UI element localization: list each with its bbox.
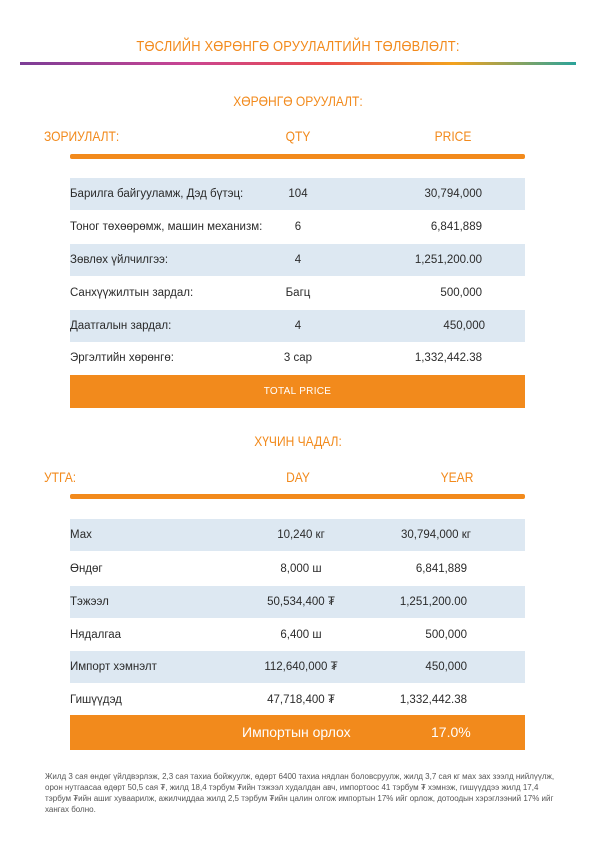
table-row xyxy=(70,586,525,618)
row-day: 10,240 кг xyxy=(277,529,325,541)
row-label: Импорт хэмнэлт xyxy=(70,661,157,673)
investment-section-title: ХӨРӨНГӨ ОРУУЛАЛТ: xyxy=(233,93,363,109)
table-row xyxy=(70,178,525,210)
table-row xyxy=(70,553,525,585)
footnote: Жилд 3 сая өндөг үйлдвэрлэж, 2,3 сая тахиа бойжуулж, өдөрт 6400 тахиа нядлан боловсруулж, жилд 3,7 сая кг мах зах зээлд нийлүүлж, орон нутгаасаа өдөрт 50,5 сая ₮, жилд 18,4 тэрбум ₮ийн тэжээл худалдан авч, импортоос 41 тэрбум ₮ хэмнэж, гишүүддээ жилд 17,4 тэрбум ₮ийн ашиг хуваарилж, ажилчиддаа жилд 2,5 тэрбум ₮ийн цалин олгож импортын 17% ийг орлож, дотоодын хэрэглээний 17% ийг хангах болно. xyxy=(45,772,555,814)
row-label: Мах xyxy=(70,529,92,541)
row-qty: 6 xyxy=(294,221,302,233)
table-row xyxy=(70,244,525,276)
row-day: 50,534,400 ₮ xyxy=(267,596,335,608)
header-rule xyxy=(70,154,525,159)
row-price: 1,332,442.38 xyxy=(414,352,482,364)
row-label: Зөвлөх үйлчилгээ: xyxy=(70,254,169,266)
row-label: Өндөг xyxy=(70,563,103,575)
total-price-bar xyxy=(70,375,525,408)
import-income-label: Импортын орлох xyxy=(242,724,351,740)
row-day: 47,718,400 ₮ xyxy=(267,694,335,706)
row-price: 450,000 xyxy=(443,320,485,332)
row-label: Барилга байгууламж, Дэд бүтэц: xyxy=(70,188,244,200)
row-label: Нядалгаа xyxy=(70,629,122,641)
header-rule xyxy=(70,494,525,499)
total-price-label: TOTAL PRICE xyxy=(263,386,332,397)
import-income-bar xyxy=(70,715,525,750)
row-qty: 4 xyxy=(294,254,302,266)
row-label: Даатгалын зардал: xyxy=(70,320,172,332)
table-row xyxy=(70,310,525,342)
row-year: 500,000 xyxy=(425,629,467,641)
row-day: 6,400 ш xyxy=(280,629,322,641)
import-income-value: 17.0% xyxy=(431,724,471,740)
header-purpose: ЗОРИУЛАЛТ: xyxy=(44,128,120,144)
table-row xyxy=(70,211,525,243)
row-price: 1,251,200.00 xyxy=(414,254,482,266)
row-qty: 3 сар xyxy=(283,352,313,364)
table-row xyxy=(70,519,525,551)
header-year: YEAR xyxy=(440,469,474,485)
row-day: 8,000 ш xyxy=(280,563,322,575)
page-title: ТӨСЛИЙН ХӨРӨНГӨ ОРУУЛАЛТИЙН ТӨЛӨВЛӨЛТ: xyxy=(136,38,460,55)
row-qty: Багц xyxy=(285,287,311,299)
row-qty: 104 xyxy=(288,188,308,200)
row-price: 6,841,889 xyxy=(430,221,482,233)
title-divider xyxy=(20,62,576,65)
row-label: Эргэлтийн хөрөнгө: xyxy=(70,352,174,364)
table-row xyxy=(70,277,525,309)
row-year: 450,000 xyxy=(425,661,467,673)
row-qty: 4 xyxy=(294,320,302,332)
capacity-section-title: ХҮЧИН ЧАДАЛ: xyxy=(254,433,342,449)
table-row xyxy=(70,342,525,374)
row-day: 112,640,000 ₮ xyxy=(264,661,338,673)
row-year: 30,794,000 кг xyxy=(401,529,471,541)
table-row xyxy=(70,619,525,651)
header-price: PRICE xyxy=(434,128,472,144)
row-year: 1,251,200.00 xyxy=(399,596,467,608)
table-row xyxy=(70,651,525,683)
row-year: 1,332,442.38 xyxy=(399,694,467,706)
row-label: Гишүүдэд xyxy=(70,694,122,706)
row-label: Тоног төхөөрөмж, машин механизм: xyxy=(70,221,263,233)
table-row xyxy=(70,684,525,716)
row-price: 30,794,000 xyxy=(424,188,482,200)
row-label: Санхүүжилтын зардал: xyxy=(70,287,194,299)
header-day: DAY xyxy=(286,469,310,485)
row-price: 500,000 xyxy=(440,287,482,299)
row-label: Тэжээл xyxy=(70,596,109,608)
header-qty: QTY xyxy=(285,128,311,144)
row-year: 6,841,889 xyxy=(415,563,467,575)
header-meaning: УТГА: xyxy=(44,469,77,485)
